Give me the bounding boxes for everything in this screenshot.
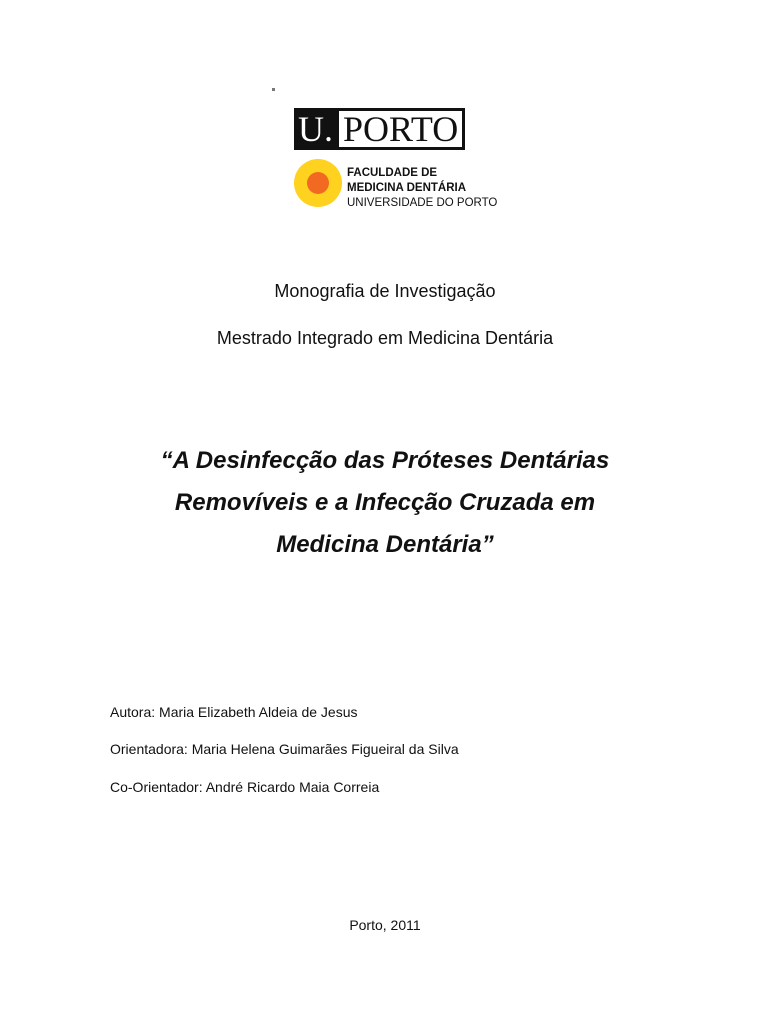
faculty-line-1: FACULDADE DE <box>347 167 438 179</box>
faculty-line-2: MEDICINA DENTÁRIA <box>347 182 467 194</box>
university-logo <box>270 86 500 212</box>
place-and-date: Porto, 2011 <box>349 917 421 933</box>
uporto-wordmark <box>294 108 465 150</box>
degree-program: Mestrado Integrado em Medicina Dentária <box>216 328 554 348</box>
thesis-title-line-1: “A Desinfecção das Próteses Dentárias <box>160 447 610 474</box>
author: Autora: Maria Elizabeth Aldeia de Jesus <box>110 704 358 720</box>
uporto-porto: PORTO <box>339 108 465 150</box>
thesis-title-line-3: Medicina Dentária” <box>276 531 494 558</box>
thesis-title-line-2: Removíveis e a Infecção Cruzada em <box>174 489 596 516</box>
faculty-name <box>347 166 497 211</box>
document-type: Monografia de Investigação <box>274 281 496 301</box>
crop-mark <box>272 88 275 91</box>
faculty-line-3: UNIVERSIDADE DO PORTO <box>347 197 498 209</box>
co-advisor: Co-Orientador: André Ricardo Maia Correia <box>110 779 380 795</box>
university-seal-icon <box>294 156 350 212</box>
advisor: Orientadora: Maria Helena Guimarães Figueiral da Silva <box>110 741 459 757</box>
uporto-u: U. <box>294 108 339 150</box>
